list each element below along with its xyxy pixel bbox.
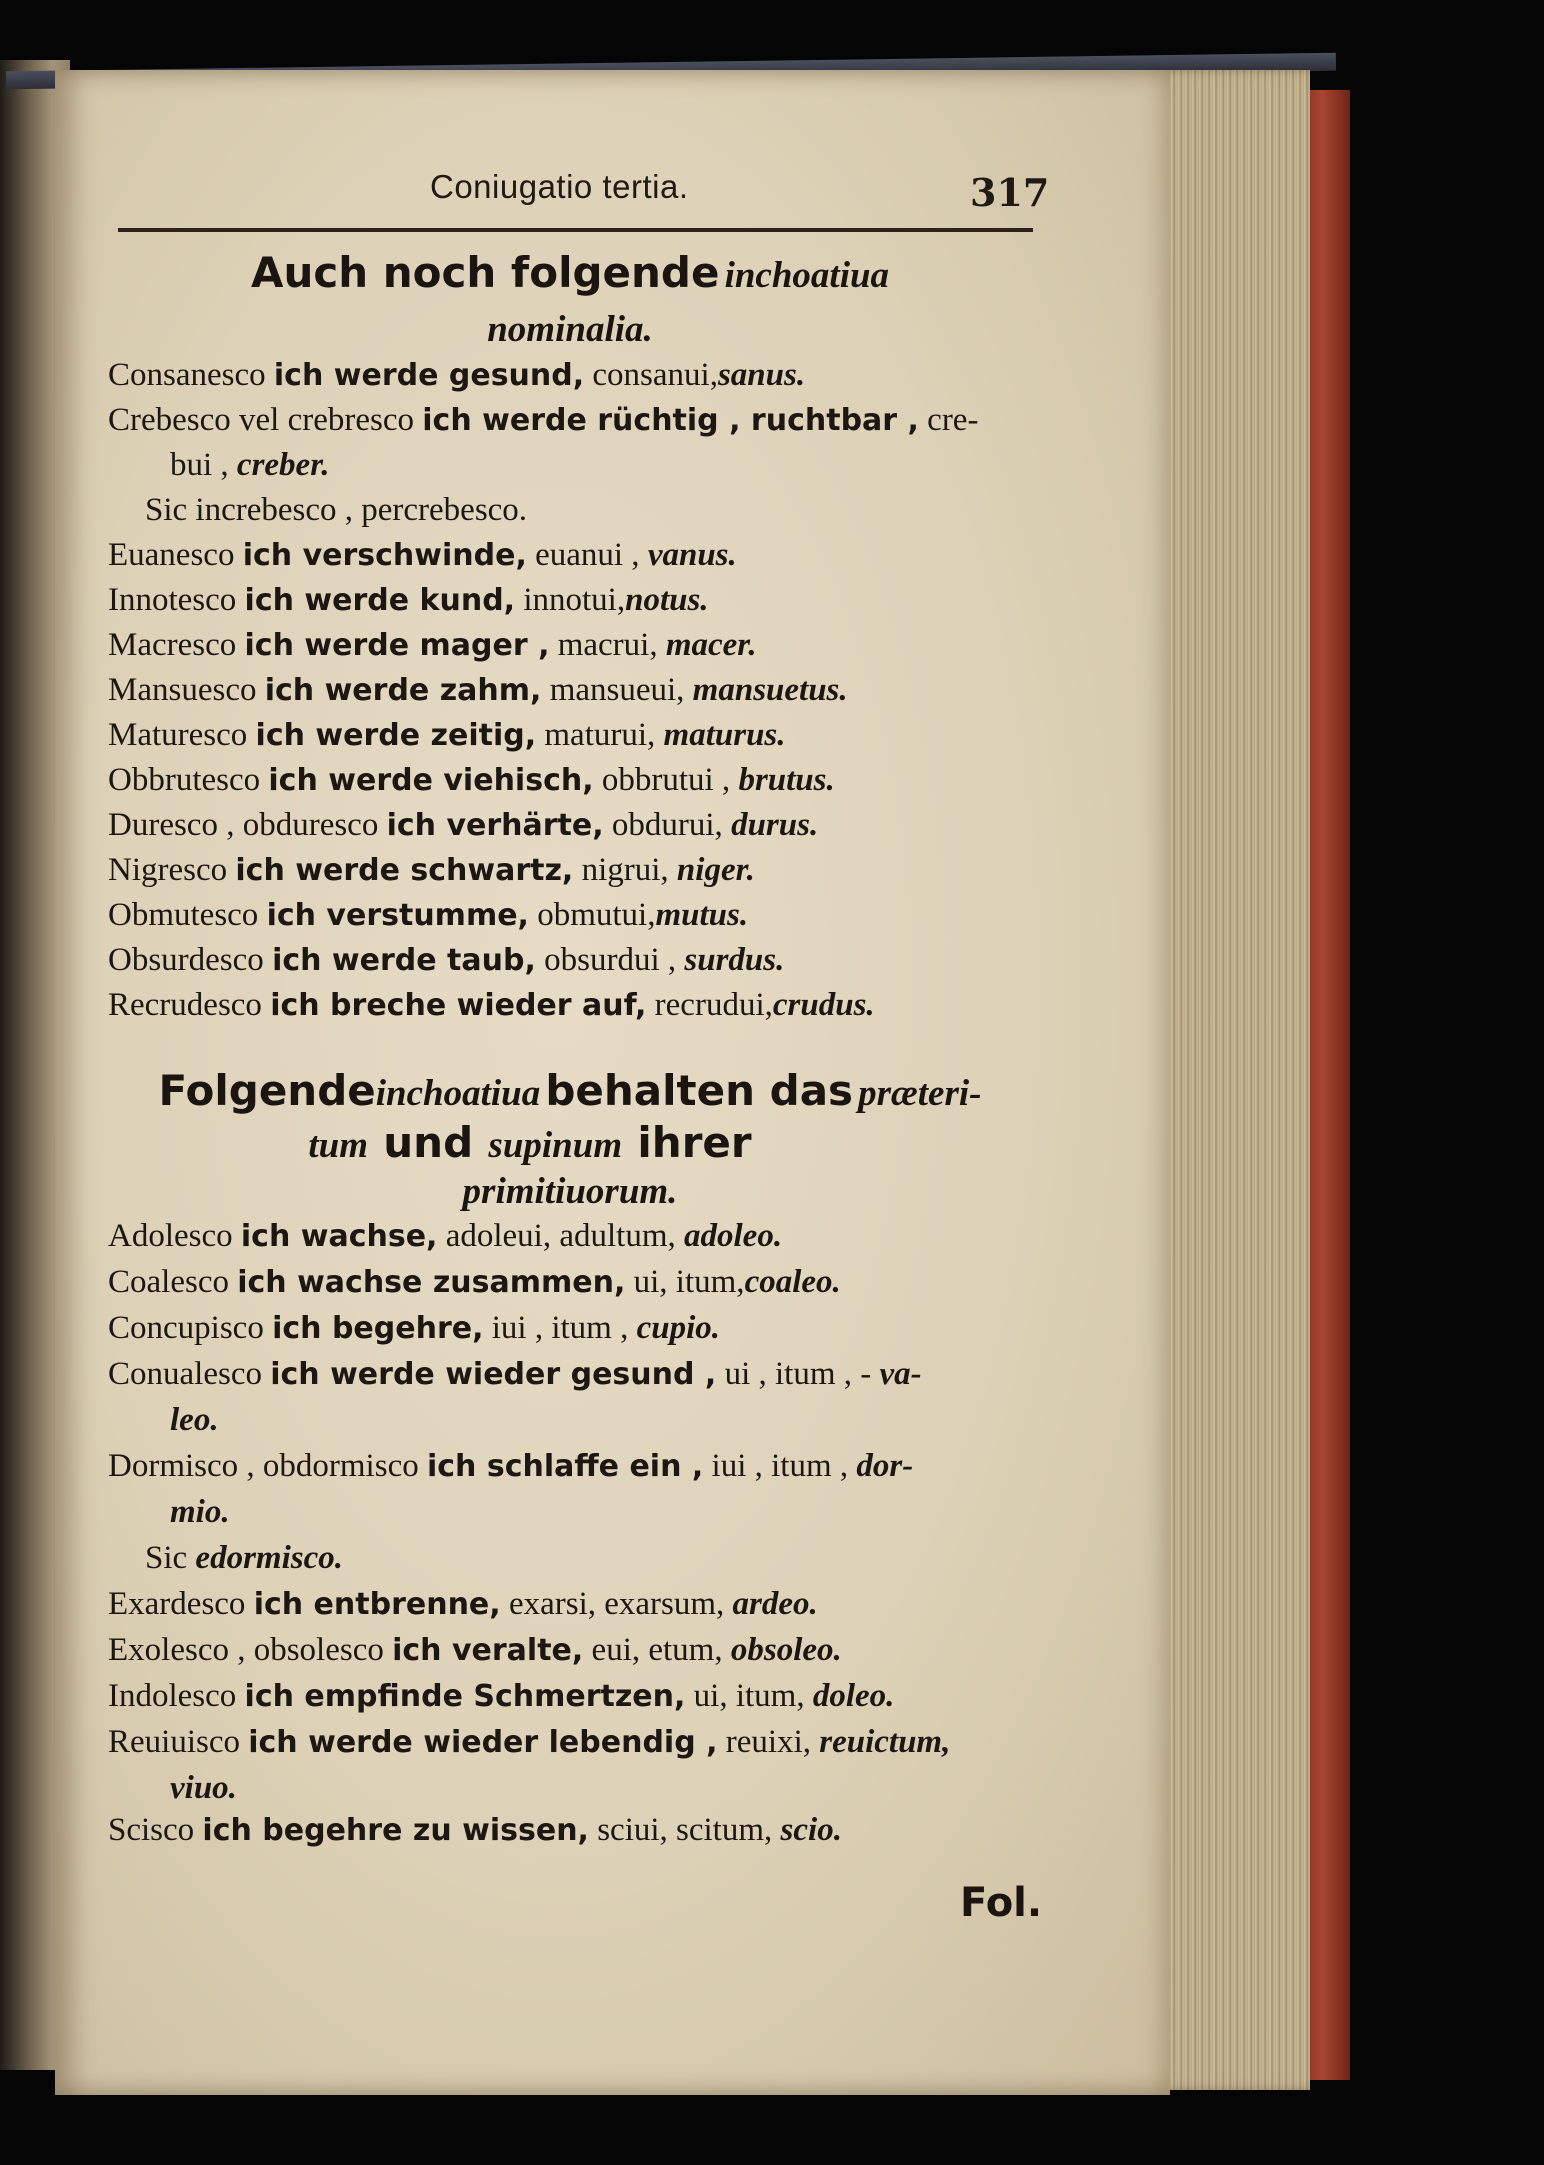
entry: Macresco ich werde mager , macrui, macer. (108, 627, 757, 663)
running-head: Coniugatio tertia. (430, 168, 689, 205)
entry-continuation: mio. (170, 1494, 230, 1530)
page-number: 317 (970, 170, 1050, 215)
entry: Nigresco ich werde schwartz, nigrui, niger. (108, 852, 755, 888)
entry: Crebesco vel crebresco ich werde rüchtig , ruchtbar , cre- (108, 402, 979, 438)
entry: Consanesco ich werde gesund, consanui,sanus. (108, 357, 806, 393)
heading-german: Auch noch folgende (250, 248, 720, 297)
section-heading-2-line2: tum und supinum ihrer (308, 1118, 752, 1167)
entry: Sic increbesco , percrebesco. (145, 492, 528, 528)
entry: Indolesco ich empfinde Schmertzen, ui, itum, doleo. (108, 1678, 895, 1714)
entry: Conualesco ich werde wieder gesund , ui , itum , - va- (108, 1356, 922, 1392)
page-block-edges (1150, 70, 1310, 2090)
entry: Euanesco ich verschwinde, euanui , vanus. (108, 537, 737, 573)
entry: Maturesco ich werde zeitig, maturui, maturus. (108, 717, 786, 753)
entry: Obsurdesco ich werde taub, obsurdui , surdus. (108, 942, 785, 978)
entry-continuation: leo. (170, 1402, 219, 1438)
entry: Dormisco , obdormisco ich schlaffe ein , iui , itum , dor- (108, 1448, 914, 1484)
entry: Scisco ich begehre zu wissen, sciui, scitum, scio. (108, 1812, 842, 1848)
entry: Reuiuisco ich werde wieder lebendig , reuixi, reuictum, (108, 1724, 951, 1760)
entry: Mansuesco ich werde zahm, mansueui, mansuetus. (108, 672, 848, 708)
entry: Coalesco ich wachse zusammen, ui, itum,coaleo. (108, 1264, 841, 1300)
section-heading-1 (100, 250, 1040, 297)
entry: Innotesco ich werde kund, innotui,notus. (108, 582, 709, 618)
entry: Adolesco ich wachse, adoleui, adultum, adoleo. (108, 1218, 783, 1254)
entry: Sic edormisco. (145, 1540, 343, 1576)
entry: Obbrutesco ich werde viehisch, obbrutui , brutus. (108, 762, 835, 798)
entry-continuation: viuo. (170, 1770, 237, 1806)
entry: Recrudesco ich breche wieder auf, recrudui,crudus. (108, 987, 875, 1023)
heading-latin-2: nominalia. (487, 309, 653, 350)
heading-latin: inchoatiua (724, 255, 890, 296)
entry: Duresco , obduresco ich verhärte, obdurui, durus. (108, 807, 819, 843)
entry: Exolesco , obsolesco ich veralte, eui, etum, obsoleo. (108, 1632, 842, 1668)
entry: Obmutesco ich verstumme, obmutui,mutus. (108, 897, 749, 933)
entry-continuation: bui , creber. (170, 447, 330, 483)
catchword: Fol. (960, 1880, 1043, 1926)
entry: Exardesco ich entbrenne, exarsi, exarsum, ardeo. (108, 1586, 818, 1622)
header-rule (118, 228, 1033, 232)
entry: Concupisco ich begehre, iui , itum , cupio. (108, 1310, 720, 1346)
section-heading-2-line3: primitiuorum. (462, 1171, 678, 1212)
section-heading-1-line2 (100, 310, 1040, 351)
section-heading-2: Folgendeinchoatiua behalten das præteri- (158, 1066, 982, 1115)
